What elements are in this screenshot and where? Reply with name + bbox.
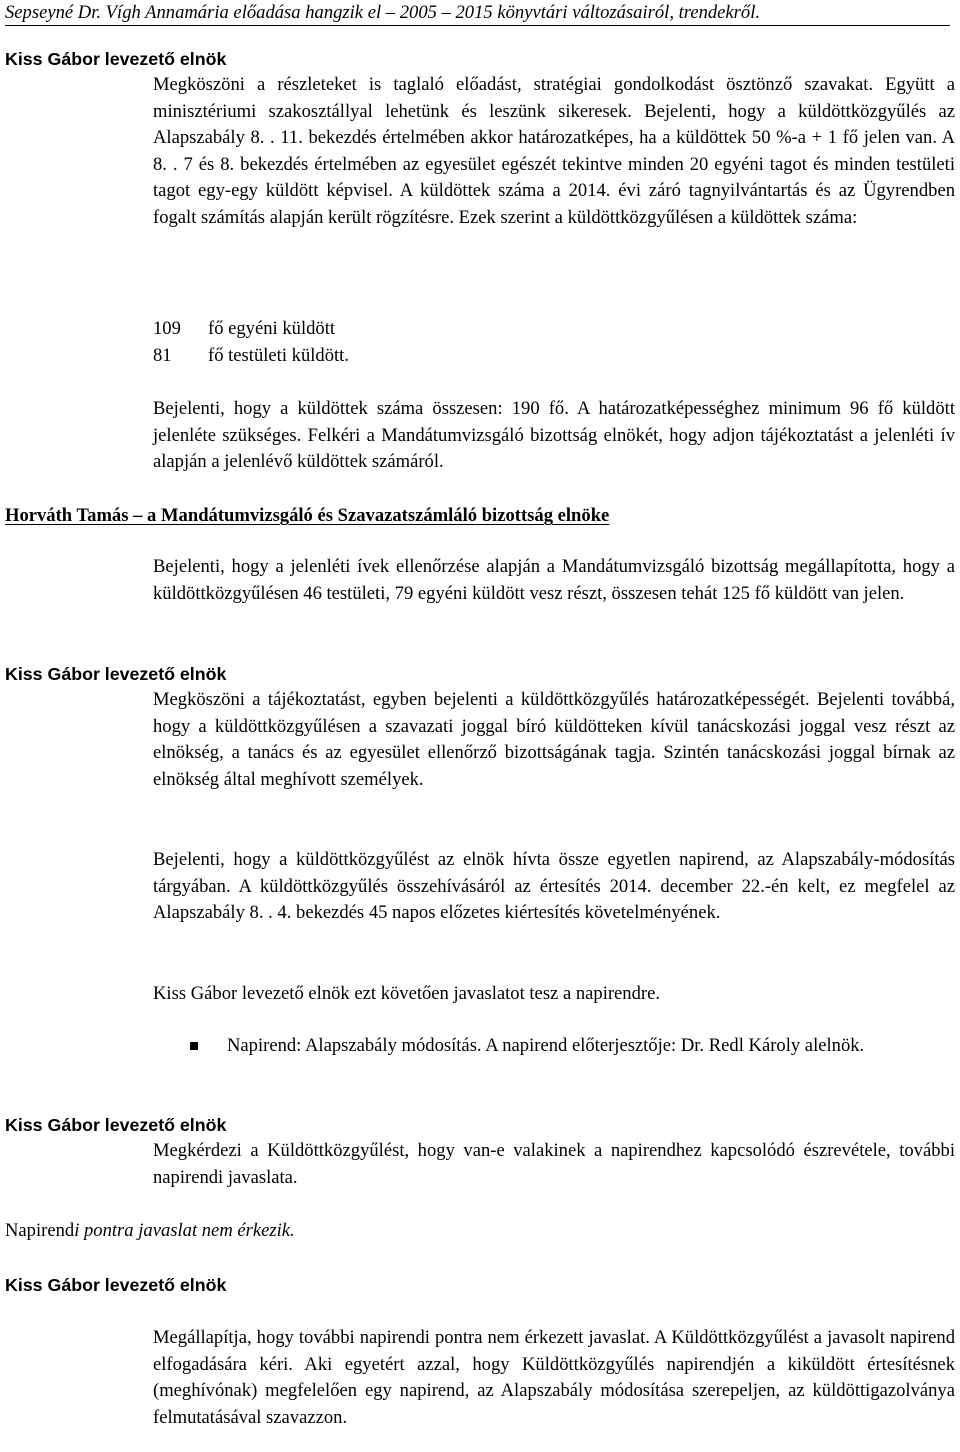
stat-label: fő egyéni küldött xyxy=(208,318,336,339)
page-header: Sepseyné Dr. Vígh Annamária előadása hangzik el – 2005 – 2015 könyvtári változásairól, trendekről. xyxy=(5,2,761,23)
paragraph: Kiss Gábor levezető elnök ezt követően javaslatot tesz a napirendre. xyxy=(153,983,660,1004)
speaker-heading: Kiss Gábor levezető elnök xyxy=(5,664,227,684)
speaker-heading: Kiss Gábor levezető elnök xyxy=(5,49,227,69)
stat-label: fő testületi küldött. xyxy=(208,344,349,366)
paragraph: Megköszöni a részleteket is taglaló előadást, stratégiai gondolkodást ösztönző szavakat. Együtt a minisztériumi szakosztállyal lehetünk és leszünk sikeresek. Bejelenti, hogy a küldöttközgyűlés az Alapszabály 8. . 11. bekezdés értelmében akkor határozatképes, ha a küldöttek 50 %-a + 1 fő jelen van. A 8. . 7 és 8. bekezdés értelmében az egyesület egészét tekintve minden 20 egyéni tagot és minden testületi tagot egy-egy küldött képvisel. A küldöttek száma a 2014. évi záró tagnyilvántartás és az Ügyrendben fogalt számítás alapján került rögzítésre. Ezek szerint a küldöttközgyűlésen a küldöttek száma: xyxy=(153,74,955,228)
paragraph: Megkérdezi a Küldöttközgyűlést, hogy van-e valakinek a napirendhez kapcsolódó észrevétele, további napirendi javaslata. xyxy=(153,1140,955,1188)
paragraph: Megállapítja, hogy további napirendi pontra nem érkezett javaslat. A Küldöttközgyűlést a javasolt napirend elfogadására kéri. Aki egyetért azzal, hogy Küldöttközgyűlés napirendjén a kiküldött értesítésnek (meghívónak) megfelelően egy napirend, az Alapszabály módosítása szerepeljen, az küldöttigazolványa felmutatásával szavazzon. xyxy=(153,1327,955,1428)
paragraph: Bejelenti, hogy a küldöttközgyűlést az elnök hívta össze egyetlen napirend, az Alapszabály-módosítás tárgyában. A küldöttközgyűlés összehívásáról az értesítés 2014. december 22.-én kelt, ez megfelel az Alapszabály 8. . 4. bekezdés 45 napos előzetes kiértesítés követelményének. xyxy=(153,849,955,923)
paragraph: Megköszöni a tájékoztatást, egyben bejelenti a küldöttközgyűlés határozatképességét. Bejelenti továbbá, hogy a küldöttközgyűlésen a szavazati joggal bíró küldötteken kívül tanácskozási joggal vesz részt az elnökség, a tanács és az egyesület ellenőrző bizottságának tagja. Szintén tanácskozási joggal bírnak az elnökség által meghívott személyek. xyxy=(153,689,955,790)
paragraph: Bejelenti, hogy a jelenléti ívek ellenőrzése alapján a Mandátumvizsgáló bizottság megállapította, hogy a küldöttközgyűlésen 46 testületi, 79 egyéni küldött vesz részt, összesen tehát 125 fő küldött van jelen. xyxy=(153,556,955,604)
speaker-heading-underlined: Horváth Tamás – a Mandátumvizsgáló és Szavazatszámláló bizottság elnöke xyxy=(5,505,610,526)
speaker-heading: Kiss Gábor levezető elnök xyxy=(5,1275,227,1295)
stat-row xyxy=(153,316,753,343)
note-prefix: Napirend xyxy=(5,1220,75,1241)
paragraph: Bejelenti, hogy a küldöttek száma összesen: 190 fő. A határozatképességhez minimum 96 fő küldött jelenléte szükséges. Felkéri a Mandátumvizsgáló bizottság elnökét, hogy adjon tájékoztatást a jelenléti ív alapján a jelenlévő küldöttek számáról. xyxy=(153,398,955,472)
stat-number: 81 xyxy=(153,344,172,366)
header-rule xyxy=(5,25,950,26)
square-bullet-icon xyxy=(190,1042,198,1050)
note-italic: i pontra javaslat nem érkezik. xyxy=(74,1220,295,1241)
stat-row xyxy=(153,343,753,370)
delegate-stats xyxy=(153,316,753,369)
bullet-text: Napirend: Alapszabály módosítás. A napirend előterjesztője: Dr. Redl Károly alelnök. xyxy=(227,1035,865,1056)
stat-number: 109 xyxy=(153,318,181,339)
speaker-heading: Kiss Gábor levezető elnök xyxy=(5,1115,227,1135)
note-line xyxy=(5,1218,955,1245)
